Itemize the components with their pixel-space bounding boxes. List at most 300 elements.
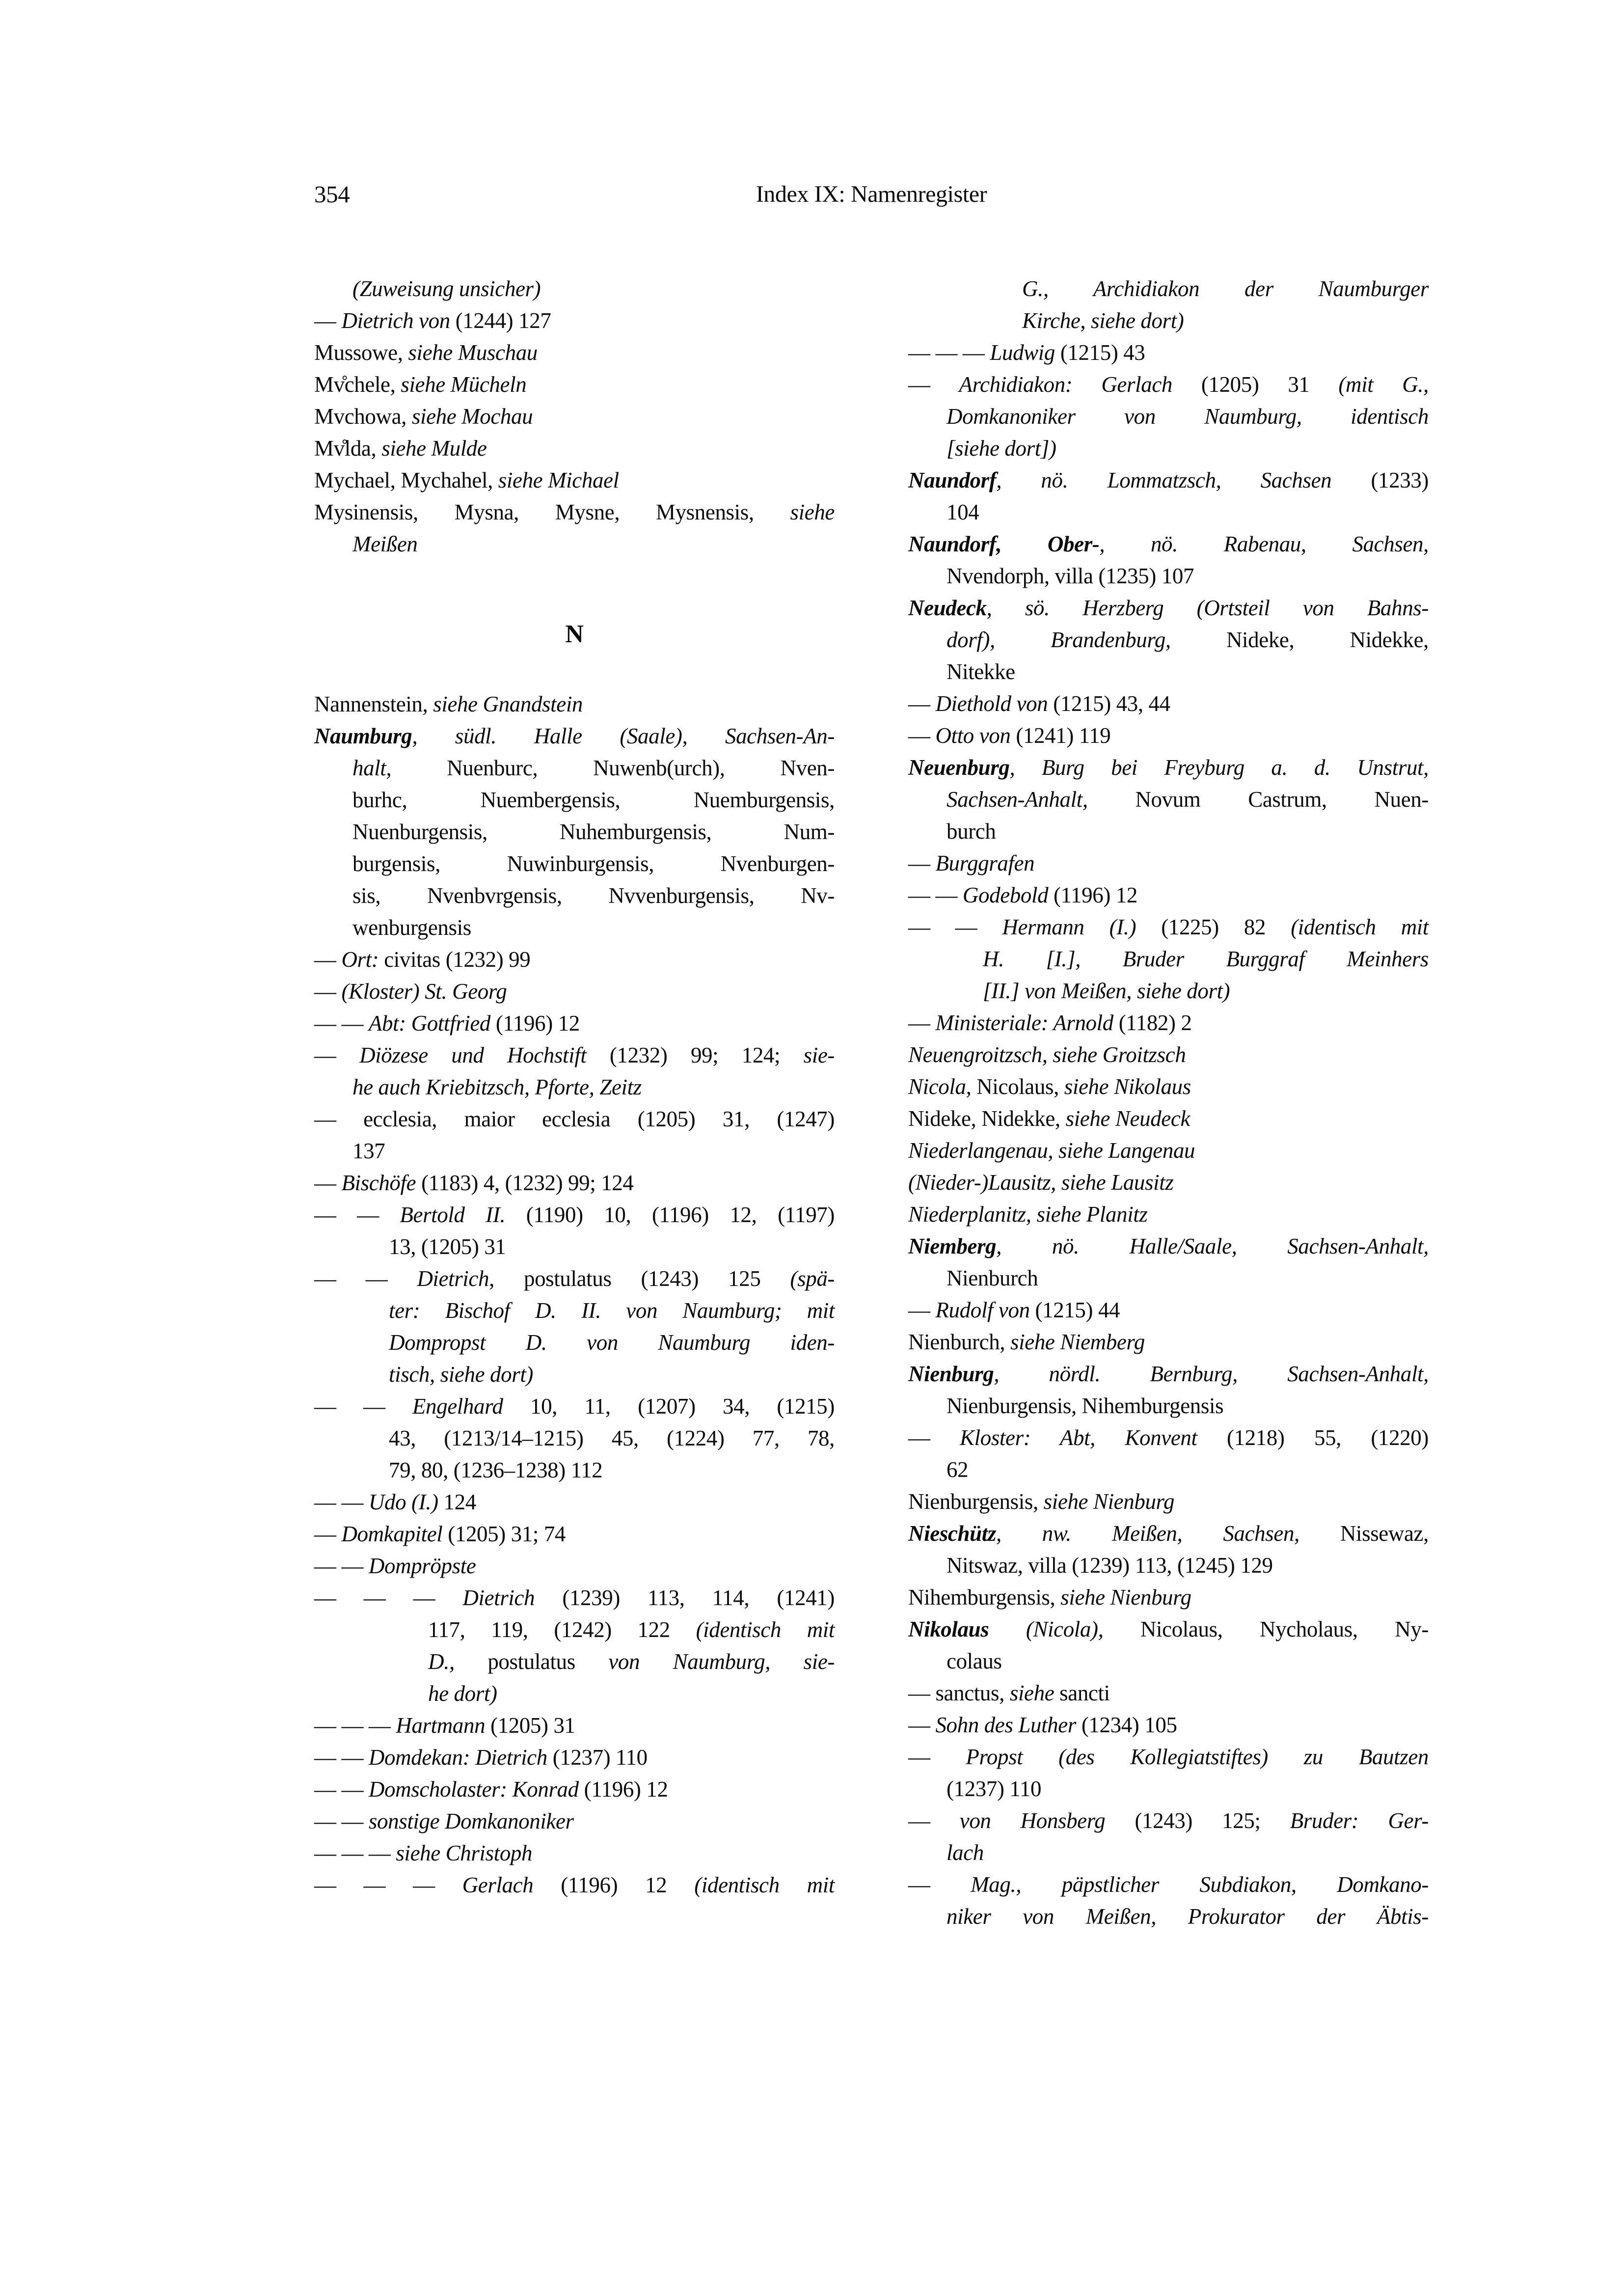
text-segment: G., Archidiakon der Naumburger — [1022, 276, 1429, 301]
text-segment: — — [908, 1713, 936, 1737]
text-segment: [II.] von Meißen, siehe dort) — [983, 979, 1230, 1003]
text-segment: siehe Nienburg — [1043, 1489, 1175, 1514]
index-line — [908, 624, 1429, 656]
index-line — [908, 1805, 1429, 1837]
text-segment: (1182) 2 — [1113, 1011, 1192, 1035]
index-line — [314, 1231, 835, 1263]
text-segment: Naumburg — [314, 724, 412, 748]
text-segment: Hermann (I.) — [1002, 915, 1136, 939]
text-segment: D., — [428, 1649, 488, 1674]
text-segment: Bischöfe — [341, 1171, 416, 1195]
index-line — [314, 1869, 835, 1901]
text-segment: Naundorf — [908, 468, 997, 492]
text-segment: Mag., päpstlicher Subdiakon, Domkano- — [971, 1872, 1429, 1897]
index-line — [908, 273, 1429, 305]
text-segment: (1234) 105 — [1076, 1713, 1177, 1737]
text-segment: Bertold II. — [400, 1203, 506, 1227]
text-segment: Mysinensis, Mysna, Mysne, Mysnensis, — [314, 500, 790, 524]
text-segment: (Nicola), — [989, 1617, 1104, 1641]
text-segment: , nw. Meißen, Sachsen, — [996, 1521, 1299, 1546]
index-line — [314, 1582, 835, 1614]
text-segment: — — — [314, 1777, 369, 1802]
index-line — [908, 847, 1429, 879]
text-segment: Nihemburgensis, — [908, 1585, 1061, 1610]
text-segment: 13, (1205) 31 — [389, 1234, 506, 1259]
index-line — [908, 1262, 1429, 1294]
text-segment: — — [908, 1808, 960, 1833]
text-segment: — — — [908, 883, 963, 907]
text-segment: Nvendorph, villa (1235) 107 — [946, 564, 1194, 588]
index-columns — [314, 273, 1429, 1933]
index-line — [908, 1709, 1429, 1741]
text-segment: — — [908, 1425, 960, 1450]
text-segment: Nicola, — [908, 1074, 972, 1099]
text-segment: 117, 119, (1242) 122 — [428, 1617, 696, 1642]
text-segment: civitas (1232) 99 — [378, 947, 531, 972]
text-segment: Naundorf, Ober- — [908, 532, 1100, 556]
index-line — [908, 1199, 1429, 1230]
text-segment: — sanctus, — [908, 1681, 1010, 1705]
index-line — [314, 1167, 835, 1199]
text-segment: (1183) 4, (1232) 99; 124 — [416, 1171, 634, 1195]
text-segment: he dort) — [428, 1681, 497, 1706]
text-segment: — — [908, 1745, 966, 1769]
text-segment: (1196) 12 — [490, 1011, 580, 1036]
text-segment: siehe Christoph — [396, 1841, 533, 1865]
text-segment: — — — [314, 1266, 417, 1291]
text-segment: (mit G., — [1338, 372, 1429, 397]
index-line — [908, 688, 1429, 720]
index-line — [908, 1294, 1429, 1326]
text-segment: — — — [314, 1011, 369, 1036]
text-segment: Domscholaster: Konrad — [368, 1777, 579, 1802]
text-segment: tisch, siehe dort) — [389, 1362, 534, 1387]
text-segment: siehe — [1009, 1681, 1054, 1705]
index-line — [314, 1837, 835, 1869]
text-segment: (1215) 43 — [1055, 340, 1145, 365]
text-segment: Nissewaz, — [1299, 1521, 1429, 1546]
text-segment: Dompropst D. von Naumburg iden- — [389, 1330, 835, 1355]
text-segment: — — [908, 851, 936, 875]
index-line — [908, 1358, 1429, 1390]
index-line — [908, 401, 1429, 433]
text-segment: lach — [946, 1840, 984, 1865]
text-segment: he auch Kriebitzsch, Pforte, Zeitz — [352, 1075, 642, 1099]
text-segment: Meißen — [352, 532, 418, 556]
text-segment: Diethold von — [935, 691, 1048, 716]
text-segment: Nideke, Nidekke, — [908, 1106, 1066, 1131]
text-segment: Propst (des Kollegiatstiftes) zu Bautzen — [966, 1745, 1429, 1769]
text-segment: sancti — [1054, 1681, 1110, 1705]
index-line — [908, 592, 1429, 624]
text-segment: — — [908, 723, 936, 748]
left-column-block-n — [314, 688, 835, 1901]
index-line — [908, 1518, 1429, 1550]
index-line — [908, 1167, 1429, 1199]
index-line — [314, 401, 835, 433]
index-line — [314, 720, 835, 752]
text-segment: postulatus — [487, 1649, 609, 1674]
text-segment: Hartmann — [396, 1713, 486, 1738]
text-segment: — — — — [314, 1585, 463, 1610]
text-segment: 43, (1213/14–1215) 45, (1224) 77, 78, — [389, 1426, 835, 1450]
text-segment: (1196) 12 — [578, 1777, 668, 1802]
index-line — [908, 1901, 1429, 1933]
text-segment: , sö. Herzberg (Ortsteil von Bahns- — [986, 596, 1429, 620]
text-segment: (1237) 110 — [946, 1777, 1042, 1801]
index-line — [314, 273, 835, 305]
index-line — [908, 1645, 1429, 1677]
text-segment: burgensis, Nuwinburgensis, Nvenburgen- — [352, 851, 835, 876]
text-segment: Mussowe, — [314, 340, 408, 365]
index-line — [314, 1071, 835, 1103]
index-line — [908, 720, 1429, 752]
index-line — [314, 337, 835, 369]
text-segment: , nö. Halle/Saale, Sachsen-Anhalt, — [996, 1234, 1429, 1258]
text-segment: — — — [314, 1809, 369, 1833]
text-segment: Burggrafen — [935, 851, 1035, 875]
text-segment: ter: Bischof D. II. von Naumburg; mit — [389, 1298, 835, 1323]
text-segment: — — — — [314, 1841, 396, 1865]
index-line — [908, 656, 1429, 688]
text-segment: Archidiakon: Gerlach — [959, 372, 1172, 397]
text-segment: Rudolf von — [935, 1298, 1030, 1322]
index-line — [908, 1071, 1429, 1103]
text-segment: — — [908, 1872, 971, 1897]
text-segment: Ort: — [341, 947, 379, 972]
index-line — [314, 848, 835, 880]
index-line — [314, 912, 835, 944]
text-segment: (1205) 31; 74 — [442, 1522, 566, 1546]
text-segment: siehe Niemberg — [1010, 1330, 1145, 1354]
text-segment: — — [314, 1171, 342, 1195]
text-segment: Mv̊lda, — [314, 436, 382, 461]
text-segment: Mychael, Mychahel, — [314, 468, 498, 492]
text-segment: 137 — [352, 1139, 385, 1163]
text-segment: (1215) 43, 44 — [1048, 691, 1170, 716]
index-line — [314, 1103, 835, 1135]
text-segment: Nicolaus, Nycholaus, Ny- — [1103, 1617, 1429, 1641]
text-segment: — — — [908, 915, 1002, 939]
text-segment: Dietrich von — [341, 308, 450, 333]
text-segment: , nö. Lommatzsch, Sachsen — [996, 468, 1332, 492]
text-segment: (identisch mit — [694, 1873, 835, 1897]
text-segment: (1232) 99; 124; — [586, 1043, 804, 1067]
index-line — [314, 433, 835, 465]
index-line — [314, 369, 835, 401]
text-segment: Nikolaus — [908, 1617, 989, 1641]
index-line — [908, 369, 1429, 401]
text-segment: (1218) 55, (1220) — [1197, 1425, 1429, 1450]
text-segment: sie- — [803, 1043, 835, 1067]
text-segment: Nitekke — [946, 659, 1015, 684]
text-segment: — ecclesia, maior ecclesia (1205) 31, (1247) — [314, 1107, 835, 1131]
index-line — [908, 1454, 1429, 1486]
text-segment: (Nieder-)Lausitz, siehe Lausitz — [908, 1170, 1174, 1195]
index-line — [908, 879, 1429, 911]
text-segment: — — [314, 979, 342, 1004]
text-segment: (1237) 110 — [547, 1745, 648, 1770]
text-segment: — — — [314, 1203, 400, 1227]
right-column-block — [908, 273, 1429, 1933]
text-segment: (1196) 12 — [1048, 883, 1137, 907]
index-line — [908, 1677, 1429, 1709]
index-line — [314, 1678, 835, 1710]
text-segment: Bruder: Ger- — [1290, 1808, 1429, 1833]
index-line — [314, 1359, 835, 1391]
index-line — [314, 1805, 835, 1837]
index-line — [908, 1007, 1429, 1039]
text-segment: Nieschütz — [908, 1521, 996, 1546]
index-line — [314, 1486, 835, 1518]
text-segment: — — [908, 691, 936, 716]
text-segment: siehe Mulde — [381, 436, 487, 461]
index-line — [314, 816, 835, 848]
text-segment: (1244) 127 — [450, 308, 551, 333]
text-segment: Kirche, siehe dort) — [1022, 308, 1184, 333]
text-segment: — — — [314, 1554, 369, 1578]
index-line — [908, 496, 1429, 528]
text-segment: Niemberg — [908, 1234, 997, 1258]
text-segment: — — — — [314, 1873, 462, 1897]
text-segment: (1205) 31 — [485, 1713, 575, 1738]
index-line — [908, 1741, 1429, 1773]
index-line — [314, 305, 835, 337]
text-segment: Godebold — [962, 883, 1049, 907]
index-line — [908, 784, 1429, 816]
text-segment: (1233) — [1331, 468, 1429, 492]
text-segment: , nördl. Bernburg, Sachsen-Anhalt, — [994, 1362, 1429, 1386]
text-segment: (identisch mit — [696, 1617, 835, 1642]
text-segment: Nannenstein, — [314, 692, 433, 716]
text-segment: dorf), Brandenburg, — [946, 628, 1171, 652]
text-segment: von Naumburg, sie- — [608, 1649, 835, 1674]
text-segment: Ministeriale: Arnold — [935, 1011, 1113, 1035]
text-segment: Novum Castrum, Nuen- — [1087, 787, 1429, 812]
text-segment: Gerlach — [462, 1873, 534, 1897]
text-segment: 10, 11, (1207) 34, (1215) — [503, 1394, 835, 1419]
text-segment: (1196) 12 — [533, 1873, 695, 1897]
text-segment: (1215) 44 — [1029, 1298, 1120, 1322]
text-segment: Udo (I.) — [368, 1490, 438, 1514]
index-line — [314, 1039, 835, 1071]
text-segment: Mvchowa, — [314, 404, 412, 429]
index-line — [314, 1327, 835, 1359]
text-segment: siehe Gnandstein — [433, 692, 583, 716]
index-line — [908, 1039, 1429, 1071]
text-segment: burhc, Nuembergensis, Nuemburgensis, — [352, 788, 835, 812]
text-segment: siehe Michael — [498, 468, 619, 492]
text-segment: — — — [314, 1490, 369, 1514]
index-line — [908, 943, 1429, 975]
index-line — [908, 560, 1429, 592]
index-line — [314, 688, 835, 720]
text-segment: (Kloster) St. Georg — [341, 979, 507, 1004]
text-segment: Diözese und Hochstift — [359, 1043, 587, 1067]
text-segment: Nitswaz, villa (1239) 113, (1245) 129 — [946, 1553, 1273, 1578]
index-line — [908, 975, 1429, 1007]
index-line — [314, 1454, 835, 1486]
index-line — [314, 1295, 835, 1327]
text-segment: — — [908, 1298, 936, 1322]
text-segment: , südl. Halle (Saale), Sachsen-An- — [412, 724, 835, 748]
index-line — [908, 433, 1429, 465]
page-number: 354 — [314, 181, 350, 208]
text-segment: 104 — [946, 500, 979, 524]
index-line — [908, 337, 1429, 369]
text-segment: Domdekan: Dietrich — [368, 1745, 547, 1770]
text-segment: — — [314, 1522, 342, 1546]
text-segment: siehe Muschau — [408, 340, 538, 365]
index-line — [314, 1550, 835, 1582]
index-line — [314, 528, 835, 560]
text-segment: — — [314, 947, 342, 972]
text-segment: — — — — [314, 1713, 396, 1738]
text-segment: Neudeck — [908, 596, 987, 620]
index-line — [908, 1550, 1429, 1582]
index-line — [908, 1837, 1429, 1869]
text-segment: Mv̊chele, — [314, 372, 401, 397]
index-line — [908, 1582, 1429, 1613]
index-line — [314, 1199, 835, 1231]
text-segment: , postulatus (1243) 125 — [489, 1266, 790, 1291]
index-line — [908, 1613, 1429, 1645]
right-column — [908, 273, 1429, 1933]
text-segment: 62 — [946, 1457, 969, 1482]
text-segment: Neuenburg — [908, 755, 1010, 780]
index-line — [314, 880, 835, 912]
index-line — [908, 1135, 1429, 1167]
index-line — [314, 496, 835, 528]
index-line — [314, 1422, 835, 1454]
text-segment: (spä- — [790, 1266, 835, 1291]
index-line — [908, 911, 1429, 943]
index-line — [908, 465, 1429, 496]
index-line — [908, 1103, 1429, 1135]
index-line — [314, 1774, 835, 1805]
text-segment: burch — [946, 819, 996, 844]
index-line — [908, 816, 1429, 847]
index-line — [908, 1230, 1429, 1262]
text-segment: [siehe dort]) — [946, 436, 1056, 461]
text-segment: von Honsberg — [959, 1808, 1106, 1833]
text-segment: Dietrich — [462, 1585, 535, 1610]
index-line — [314, 1646, 835, 1678]
text-segment: Kloster: Abt, Konvent — [960, 1425, 1197, 1450]
index-line — [908, 1390, 1429, 1422]
index-line — [314, 1614, 835, 1646]
text-segment: colaus — [946, 1649, 1002, 1673]
section-heading-n: N — [565, 620, 584, 648]
text-segment: siehe Nikolaus — [1064, 1074, 1191, 1099]
index-line — [314, 1710, 835, 1742]
text-segment: (1190) 10, (1196) 12, (1197) — [505, 1203, 835, 1227]
text-segment: siehe Mücheln — [401, 372, 527, 397]
text-segment: — — — [314, 1745, 369, 1770]
text-segment: Domkapitel — [341, 1522, 443, 1546]
running-title: Index IX: Namenregister — [756, 181, 987, 207]
text-segment: siehe Nienburg — [1060, 1585, 1191, 1610]
text-segment: Otto von — [935, 723, 1011, 748]
text-segment: (1225) 82 — [1136, 915, 1291, 939]
index-line — [314, 465, 835, 496]
text-segment: niker von Meißen, Prokurator der Äbtis- — [946, 1904, 1429, 1929]
text-segment: (identisch mit — [1291, 915, 1429, 939]
text-segment: Nienburgensis, — [908, 1489, 1044, 1514]
text-segment: Engelhard — [412, 1394, 503, 1419]
index-line — [314, 752, 835, 784]
text-segment: (1241) 119 — [1010, 723, 1111, 748]
index-line — [314, 1391, 835, 1422]
text-segment: siehe — [790, 500, 835, 524]
text-segment: siehe Mochau — [411, 404, 533, 429]
text-segment: halt, — [352, 756, 392, 780]
text-segment: Nienburch — [946, 1266, 1038, 1290]
text-segment: , nö. Rabenau, Sachsen, — [1099, 532, 1429, 556]
index-line — [314, 976, 835, 1008]
text-segment: — — [314, 308, 342, 333]
index-line — [314, 1518, 835, 1550]
index-line — [908, 1422, 1429, 1454]
text-segment: (1239) 113, 114, (1241) — [535, 1585, 835, 1610]
text-segment: sis, Nvenbvrgensis, Nvvenburgensis, Nv- — [352, 883, 835, 908]
text-segment: Neuengroitzsch, siehe Groitzsch — [908, 1042, 1186, 1067]
text-segment: wenburgensis — [352, 915, 471, 940]
text-segment: Sachsen-Anhalt, — [946, 787, 1088, 812]
text-segment: , Burg bei Freyburg a. d. Unstrut, — [1009, 755, 1429, 780]
text-segment: Niederplanitz, siehe Planitz — [908, 1202, 1148, 1227]
index-line — [908, 1773, 1429, 1805]
index-line — [314, 944, 835, 976]
index-line — [908, 1869, 1429, 1901]
text-segment: Sohn des Luther — [935, 1713, 1076, 1737]
index-line — [908, 1326, 1429, 1358]
text-segment: 124 — [438, 1490, 476, 1514]
text-segment: Dompröpste — [368, 1554, 476, 1578]
left-column — [314, 273, 835, 1933]
text-segment: Nuenburc, Nuwenb(urch), Nven- — [391, 756, 835, 780]
text-segment: Nienburg — [908, 1362, 994, 1386]
index-line — [908, 1486, 1429, 1518]
index-line — [908, 752, 1429, 784]
index-line — [314, 1008, 835, 1039]
text-segment: Dietrich — [417, 1266, 489, 1291]
left-column-block-m — [314, 273, 835, 560]
index-line — [314, 1263, 835, 1295]
text-segment: — — — — [908, 340, 990, 365]
index-line — [908, 528, 1429, 560]
text-segment: — — [908, 1011, 936, 1035]
text-segment: Niederlangenau, siehe Langenau — [908, 1138, 1195, 1163]
text-segment: (1205) 31 — [1172, 372, 1339, 397]
text-segment: siehe Neudeck — [1065, 1106, 1190, 1131]
text-segment: Nienburgensis, Nihemburgensis — [946, 1394, 1224, 1418]
text-segment: sonstige Domkanoniker — [368, 1809, 574, 1833]
text-segment: Nienburch, — [908, 1330, 1011, 1354]
text-segment: 79, 80, (1236–1238) 112 — [389, 1458, 603, 1482]
text-segment: Nideke, Nidekke, — [1170, 628, 1429, 652]
index-line — [314, 784, 835, 816]
index-line — [314, 1135, 835, 1167]
text-segment: — — — [314, 1394, 412, 1419]
text-segment: Nuenburgensis, Nuhemburgensis, Num- — [352, 820, 835, 844]
text-segment: Ludwig — [990, 340, 1055, 365]
text-segment: H. [I.], Bruder Burggraf Meinhers — [983, 947, 1429, 971]
index-line — [908, 305, 1429, 337]
text-segment: Nicolaus, — [971, 1074, 1064, 1099]
text-segment: — — [314, 1043, 360, 1067]
text-segment: Domkanoniker von Naumburg, identisch — [946, 404, 1429, 429]
